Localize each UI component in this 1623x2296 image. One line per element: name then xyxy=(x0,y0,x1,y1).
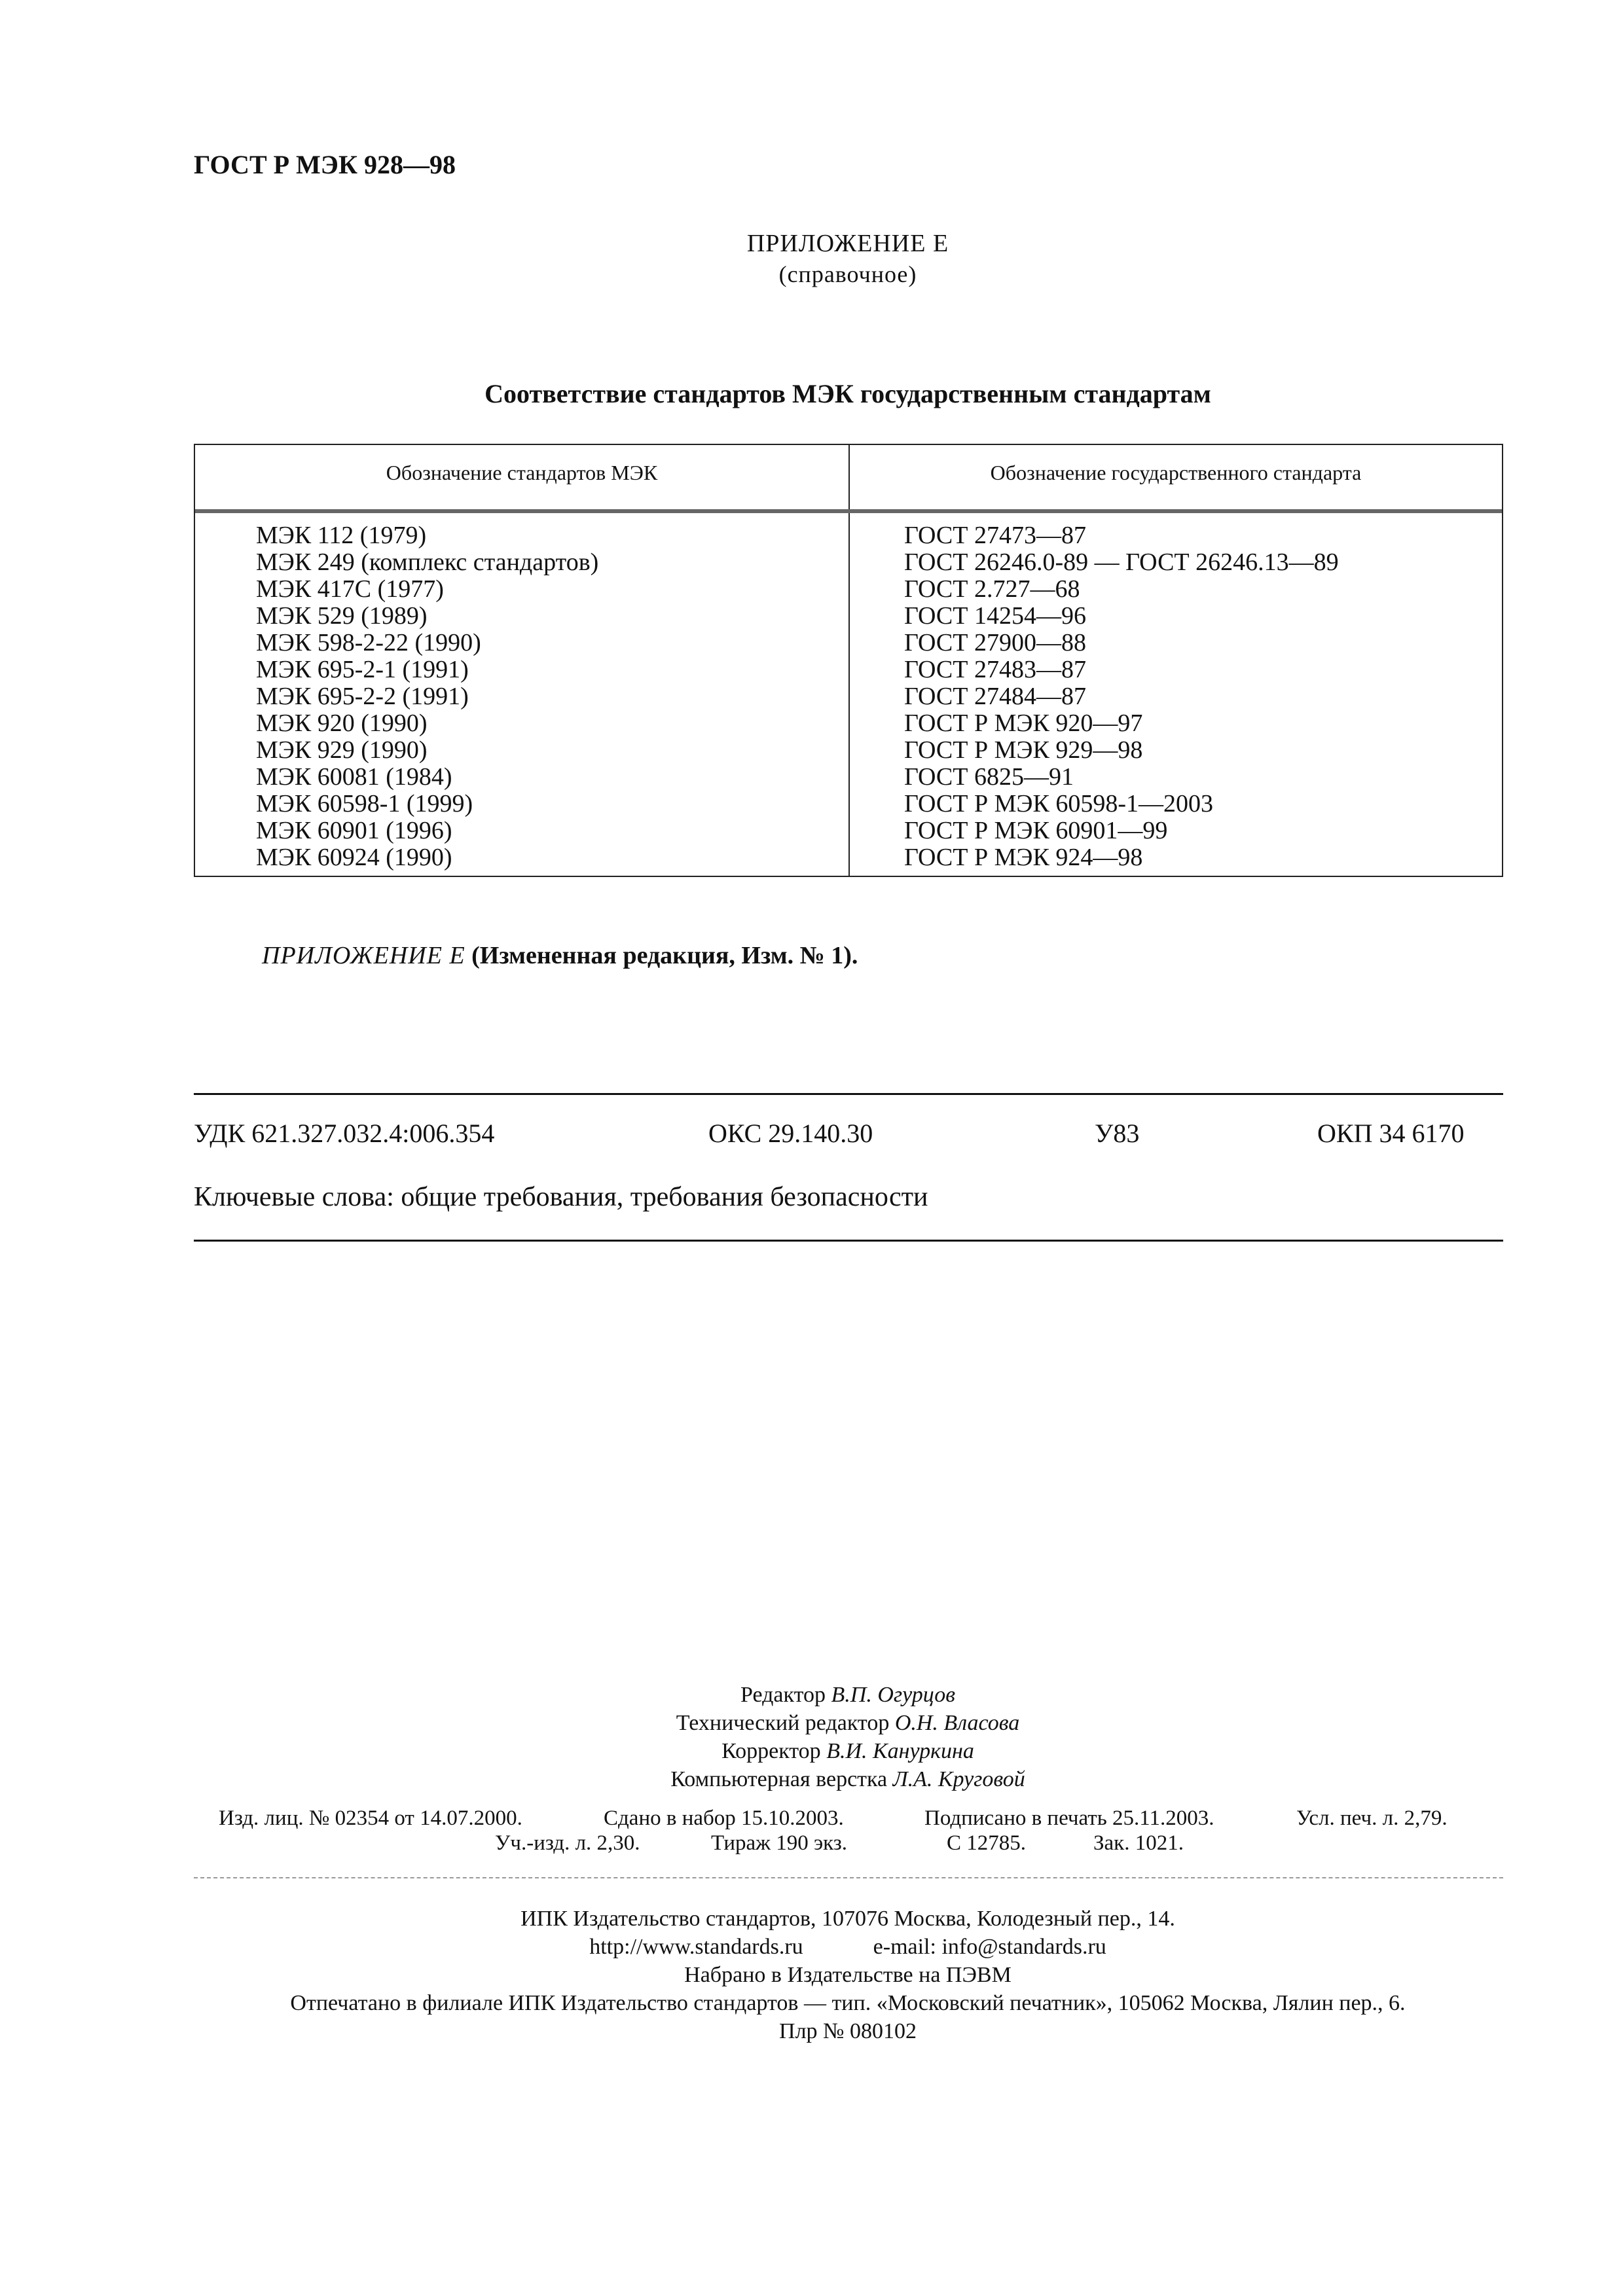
table-cell-gost: ГОСТ Р МЭК 924—98 xyxy=(904,844,1143,871)
amendment-note-label: ПРИЛОЖЕНИЕ Е xyxy=(262,942,465,969)
imprint xyxy=(0,1905,1623,2045)
table-cell-iec: МЭК 112 (1979) xyxy=(256,522,427,549)
pub-print-sheets: Усл. печ. л. 2,79. xyxy=(1296,1806,1448,1830)
dashed-divider xyxy=(194,1877,1503,1878)
imprint-plr: Плр № 080102 xyxy=(779,2019,917,2043)
table-cell-iec: МЭК 695-2-2 (1991) xyxy=(256,683,469,710)
imprint-email: e-mail: info@standards.ru xyxy=(873,1935,1106,1959)
imprint-printed: Отпечатано в филиале ИПК Издательство стандартов — тип. «Московский печатник», 105062 Москва, Лялин пер., 6. xyxy=(290,1991,1406,2015)
pub-signed: Подписано в печать 25.11.2003. xyxy=(924,1806,1214,1830)
table-header-gost: Обозначение государственного стандарта xyxy=(990,461,1362,484)
credit-name: В.П. Огурцов xyxy=(831,1683,955,1707)
credit-role: Корректор xyxy=(721,1739,821,1763)
table-cell-iec: МЭК 60924 (1990) xyxy=(256,844,452,871)
table-cell-iec: МЭК 529 (1989) xyxy=(256,602,428,630)
credit-name: Л.А. Круговой xyxy=(892,1767,1025,1791)
table-cell-iec: МЭК 598-2-22 (1990) xyxy=(256,629,481,656)
table-cell-iec: МЭК 60598-1 (1999) xyxy=(256,790,473,817)
pub-typeset: Сдано в набор 15.10.2003. xyxy=(604,1806,844,1830)
table-column-iec xyxy=(256,522,598,871)
credit-role: Компьютерная верстка xyxy=(670,1767,888,1791)
table-cell-gost: ГОСТ 27484—87 xyxy=(904,683,1086,710)
table-cell-iec: МЭК 920 (1990) xyxy=(256,709,428,737)
group-code: У83 xyxy=(1095,1119,1140,1148)
imprint-publisher: ИПК Издательство стандартов, 107076 Москва, Колодезный пер., 14. xyxy=(520,1907,1175,1931)
table-cell-gost: ГОСТ 14254—96 xyxy=(904,602,1086,630)
credit-role: Технический редактор xyxy=(676,1711,890,1735)
keywords: Ключевые слова: общие требования, требования безопасности xyxy=(194,1182,928,1212)
amendment-note-text: (Измененная редакция, Изм. № 1). xyxy=(471,942,858,969)
pub-c-number: С 12785. xyxy=(947,1831,1027,1855)
oks-code: ОКС 29.140.30 xyxy=(708,1119,873,1148)
amendment-note xyxy=(262,941,858,970)
document-code: ГОСТ Р МЭК 928—98 xyxy=(194,150,456,179)
credit-editor xyxy=(0,1681,1623,1709)
table-cell-gost: ГОСТ 2.727—68 xyxy=(904,575,1080,603)
correspondence-table xyxy=(194,444,1503,877)
imprint-website: http://www.standards.ru xyxy=(589,1935,803,1959)
table-cell-iec: МЭК 417С (1977) xyxy=(256,575,444,603)
table-cell-gost: ГОСТ 27900—88 xyxy=(904,629,1086,656)
pub-license: Изд. лиц. № 02354 от 14.07.2000. xyxy=(219,1806,522,1830)
pub-circulation: Тираж 190 экз. xyxy=(711,1831,847,1855)
table-cell-iec: МЭК 929 (1990) xyxy=(256,736,428,764)
table-cell-iec: МЭК 249 (комплекс стандартов) xyxy=(256,548,599,576)
table-cell-gost: ГОСТ 27483—87 xyxy=(904,656,1086,683)
table-cell-gost: ГОСТ Р МЭК 60901—99 xyxy=(904,817,1168,844)
imprint-typed: Набрано в Издательстве на ПЭВМ xyxy=(684,1963,1012,1987)
table-header-divider xyxy=(195,509,1502,513)
table-cell-gost: ГОСТ 27473—87 xyxy=(904,522,1086,549)
imprint-contacts xyxy=(0,1933,1623,1961)
credit-name: В.И. Кануркина xyxy=(826,1739,974,1763)
bottom-rule xyxy=(194,1240,1503,1242)
table-cell-gost: ГОСТ Р МЭК 60598-1—2003 xyxy=(904,790,1213,817)
table-cell-gost: ГОСТ Р МЭК 920—97 xyxy=(904,709,1143,737)
table-cell-iec: МЭК 60901 (1996) xyxy=(256,817,452,844)
table-column-gost xyxy=(904,522,1339,871)
pub-sheets: Уч.-изд. л. 2,30. xyxy=(495,1831,640,1855)
table-cell-iec: МЭК 695-2-1 (1991) xyxy=(256,656,469,683)
top-rule xyxy=(194,1093,1503,1095)
table-cell-iec: МЭК 60081 (1984) xyxy=(256,763,452,791)
appendix-title: ПРИЛОЖЕНИЕ Е xyxy=(746,230,949,257)
udk-code: УДК 621.327.032.4:006.354 xyxy=(194,1119,495,1148)
table-cell-gost: ГОСТ 6825—91 xyxy=(904,763,1074,791)
okp-code: ОКП 34 6170 xyxy=(1317,1119,1465,1148)
pub-order: Зак. 1021. xyxy=(1093,1831,1184,1855)
appendix-subtitle: (справочное) xyxy=(778,261,917,287)
credit-role: Редактор xyxy=(740,1683,826,1707)
table-cell-gost: ГОСТ Р МЭК 929—98 xyxy=(904,736,1143,764)
credits xyxy=(0,1681,1623,1793)
credit-tech-editor xyxy=(0,1709,1623,1737)
table-header-iec: Обозначение стандартов МЭК xyxy=(386,461,658,484)
credit-name: О.Н. Власова xyxy=(894,1711,1020,1735)
credit-proofreader xyxy=(0,1737,1623,1765)
credit-layout xyxy=(0,1765,1623,1793)
table-cell-gost: ГОСТ 26246.0-89 — ГОСТ 26246.13—89 xyxy=(904,548,1339,576)
table-title: Соответствие стандартов МЭК государственным стандартам xyxy=(484,379,1211,408)
